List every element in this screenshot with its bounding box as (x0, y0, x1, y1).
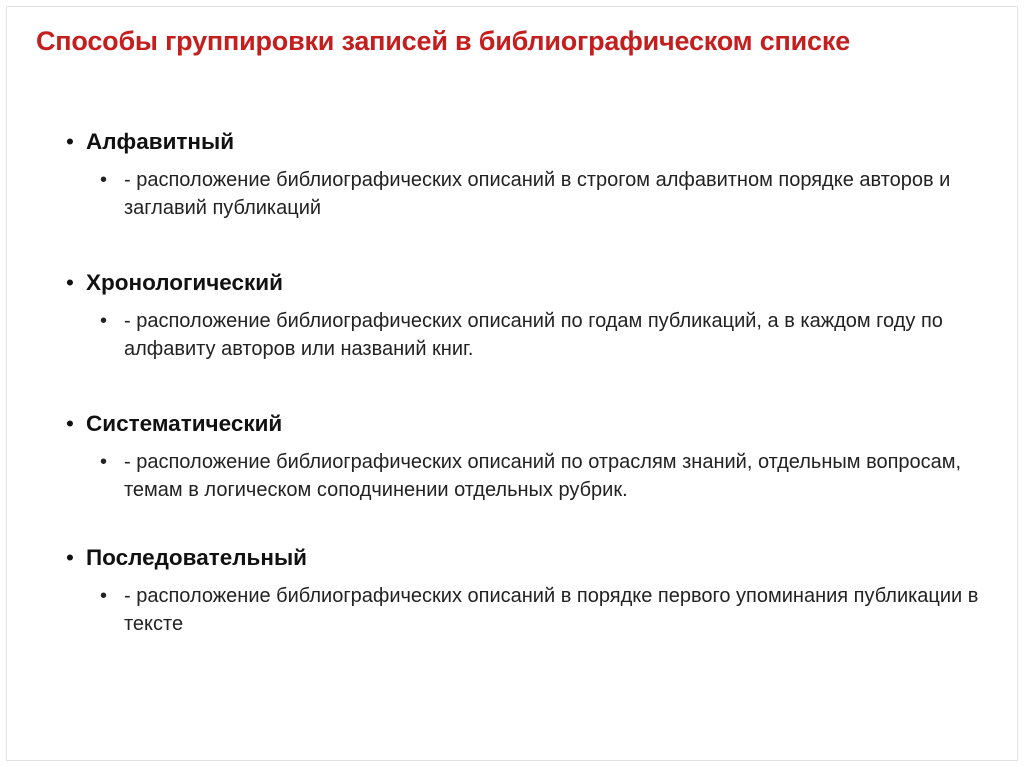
list-item-systematic (66, 410, 986, 504)
item-heading-row (66, 128, 986, 156)
sub-bullet-icon: • (100, 310, 108, 332)
bullet-icon: • (66, 270, 74, 295)
sub-bullet-icon: • (100, 169, 108, 191)
item-description: - расположение библиографических описаний в порядке первого упоминания публикации в тексте (124, 585, 979, 635)
item-heading: Последовательный (86, 545, 308, 570)
bullet-icon: • (66, 545, 74, 570)
bullet-icon: • (66, 129, 74, 154)
item-heading: Систематический (86, 411, 283, 436)
item-description: - расположение библиографических описаний в строгом алфавитном порядке авторов и заглавий публикаций (124, 169, 951, 219)
item-heading: Алфавитный (86, 129, 235, 154)
item-heading: Хронологический (86, 270, 283, 295)
item-heading-row (66, 544, 986, 572)
item-heading-row (66, 269, 986, 297)
sub-bullet-icon: • (100, 585, 108, 607)
slide-content (66, 128, 986, 685)
list-item-alphabetical (66, 128, 986, 222)
item-description-row (100, 307, 986, 363)
list-item-sequential (66, 544, 986, 638)
item-description-row (100, 448, 986, 504)
item-description-row (100, 166, 986, 222)
bullet-icon: • (66, 411, 74, 436)
item-heading-row (66, 410, 986, 438)
item-description-row (100, 582, 986, 638)
slide-title: Способы группировки записей в библиографическом списке (36, 26, 851, 56)
item-description: - расположение библиографических описаний по годам публикаций, а в каждом году по алфавиту авторов или названий книг. (124, 310, 943, 360)
list-item-chronological (66, 269, 986, 363)
sub-bullet-icon: • (100, 451, 108, 473)
item-description: - расположение библиографических описаний по отраслям знаний, отдельным вопросам, темам в логическом соподчинении отдельных рубрик. (124, 451, 962, 501)
